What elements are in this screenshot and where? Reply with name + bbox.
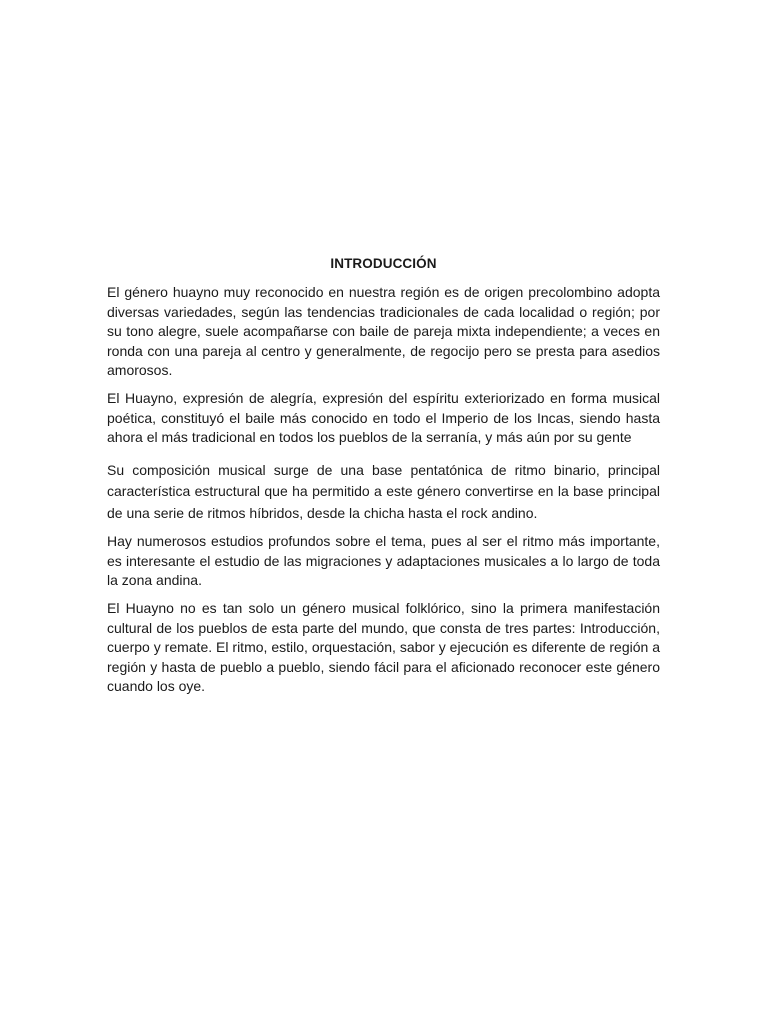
paragraph-origin: El género huayno muy reconocido en nuestra región es de origen precolombino adopta diversas variedades, según las tendencias tradicionales de cada localidad o región; por su tono alegre, suele acompañarse con baile de pareja mixta independiente; a veces en ronda con una pareja al centro y generalmente, de regocijo pero se presta para asedios amorosos. <box>107 284 660 379</box>
paragraph-studies: Hay numerosos estudios profundos sobre el tema, pues al ser el ritmo más importante, es interesante el estudio de las migraciones y adaptaciones musicales a lo largo de toda la zona andina. <box>107 533 660 589</box>
section-title: INTRODUCCIÓN <box>330 256 437 271</box>
paragraph-composition: Su composición musical surge de una base pentatónica de ritmo binario, principal característica estructural que ha permitido a este género convertirse en la base principal de una serie de ritmos híbridos, desde la chicha hasta el rock andino. <box>107 461 660 521</box>
paragraph-manifestation: El Huayno no es tan solo un género musical folklórico, sino la primera manifestación cultural de los pueblos de esta parte del mundo, que consta de tres partes: Introducción, cuerpo y remate. El ritmo, estilo, orquestación, sabor y ejecución es diferente de región a región y hasta de pueblo a pueblo, siendo fácil para el aficionado reconocer este género cuando los oye. <box>107 600 660 695</box>
paragraph-expression: El Huayno, expresión de alegría, expresión del espíritu exteriorizado en forma musical poética, constituyó el baile más conocido en todo el Imperio de los Incas, siendo hasta ahora el más tradicional en todos los pueblos de la serranía, y más aún por su gente <box>107 389 660 446</box>
document-body <box>107 255 660 705</box>
